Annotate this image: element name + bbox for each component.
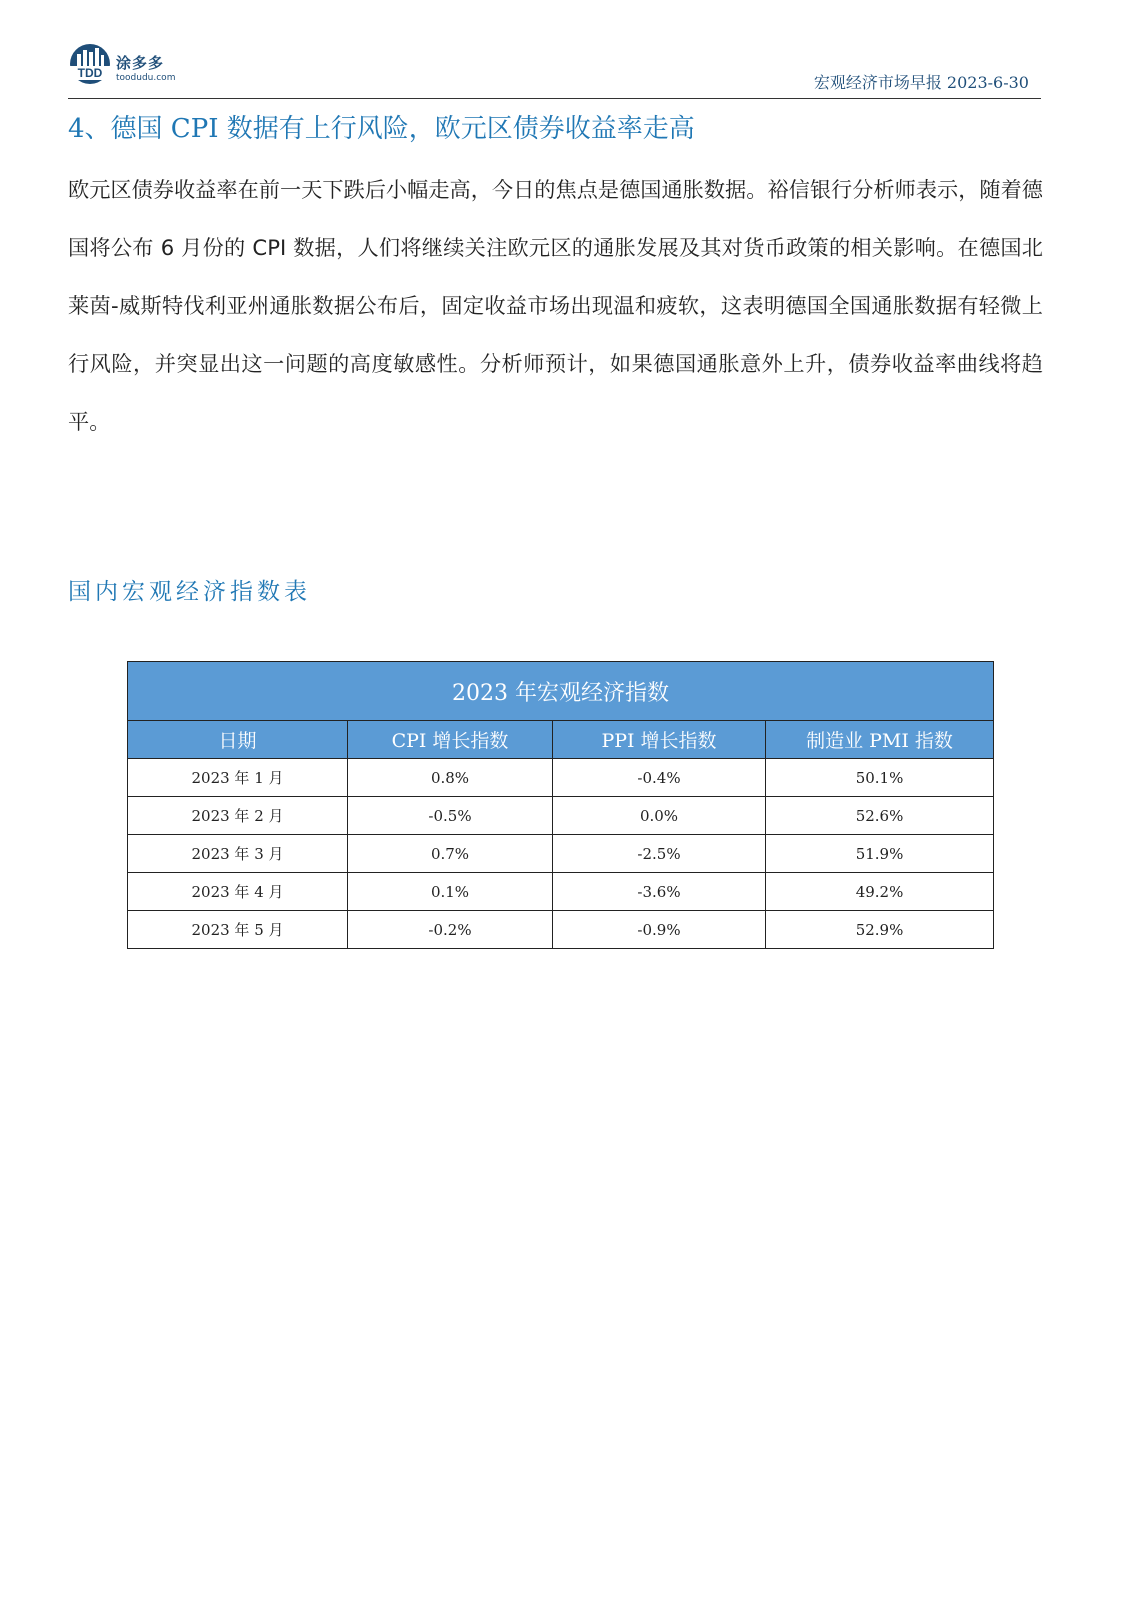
cell-cpi: 0.1%	[348, 873, 553, 911]
brand-name: 涂多多	[116, 54, 165, 72]
cell-ppi: -2.5%	[553, 835, 766, 873]
cell-pmi: 49.2%	[766, 873, 994, 911]
macro-index-table	[127, 661, 994, 949]
cell-ppi: -0.9%	[553, 911, 766, 949]
table-caption: 2023 年宏观经济指数	[128, 662, 994, 721]
brand-url: toodudu.com	[116, 73, 176, 83]
cell-ppi: -3.6%	[553, 873, 766, 911]
report-title: 宏观经济市场早报 2023-6-30	[813, 73, 1029, 92]
logo-mark-text: TDD	[77, 66, 103, 80]
table-row	[128, 797, 994, 835]
cell-cpi: 0.7%	[348, 835, 553, 873]
column-header-pmi: 制造业 PMI 指数	[766, 721, 994, 759]
cell-date: 2023 年 2 月	[128, 797, 348, 835]
cell-date: 2023 年 3 月	[128, 835, 348, 873]
column-header-ppi: PPI 增长指数	[553, 721, 766, 759]
cell-date: 2023 年 4 月	[128, 873, 348, 911]
cell-pmi: 52.6%	[766, 797, 994, 835]
table-caption-row	[128, 662, 994, 721]
section-paragraph: 欧元区债券收益率在前一天下跌后小幅走高，今日的焦点是德国通胀数据。裕信银行分析师表示，随着德国将公布 6 月份的 CPI 数据，人们将继续关注欧元区的通胀发展及其对货币政策的相关影响。在德国北莱茵-威斯特伐利亚州通胀数据公布后，固定收益市场出现温和疲软，这表明德国全国通胀数据有轻微上行风险，并突显出这一问题的高度敏感性。分析师预计，如果德国通胀意外上升，债券收益率曲线将趋平。	[68, 177, 1043, 434]
column-header-date: 日期	[128, 721, 348, 759]
table-row	[128, 759, 994, 797]
table-section-heading: 国内宏观经济指数表	[68, 579, 311, 605]
column-header-cpi: CPI 增长指数	[348, 721, 553, 759]
cell-cpi: -0.5%	[348, 797, 553, 835]
page-header	[68, 38, 1041, 99]
cell-date: 2023 年 1 月	[128, 759, 348, 797]
cell-pmi: 50.1%	[766, 759, 994, 797]
brand-logo	[68, 42, 208, 88]
table-header-row	[128, 721, 994, 759]
table-row	[128, 911, 994, 949]
cell-ppi: 0.0%	[553, 797, 766, 835]
section-heading: 4、德国 CPI 数据有上行风险，欧元区债券收益率走高	[68, 114, 695, 144]
city-skyline-logo-icon	[68, 42, 112, 86]
cell-ppi: -0.4%	[553, 759, 766, 797]
cell-cpi: 0.8%	[348, 759, 553, 797]
cell-pmi: 52.9%	[766, 911, 994, 949]
cell-cpi: -0.2%	[348, 911, 553, 949]
table-row	[128, 835, 994, 873]
cell-date: 2023 年 5 月	[128, 911, 348, 949]
table-row	[128, 873, 994, 911]
cell-pmi: 51.9%	[766, 835, 994, 873]
